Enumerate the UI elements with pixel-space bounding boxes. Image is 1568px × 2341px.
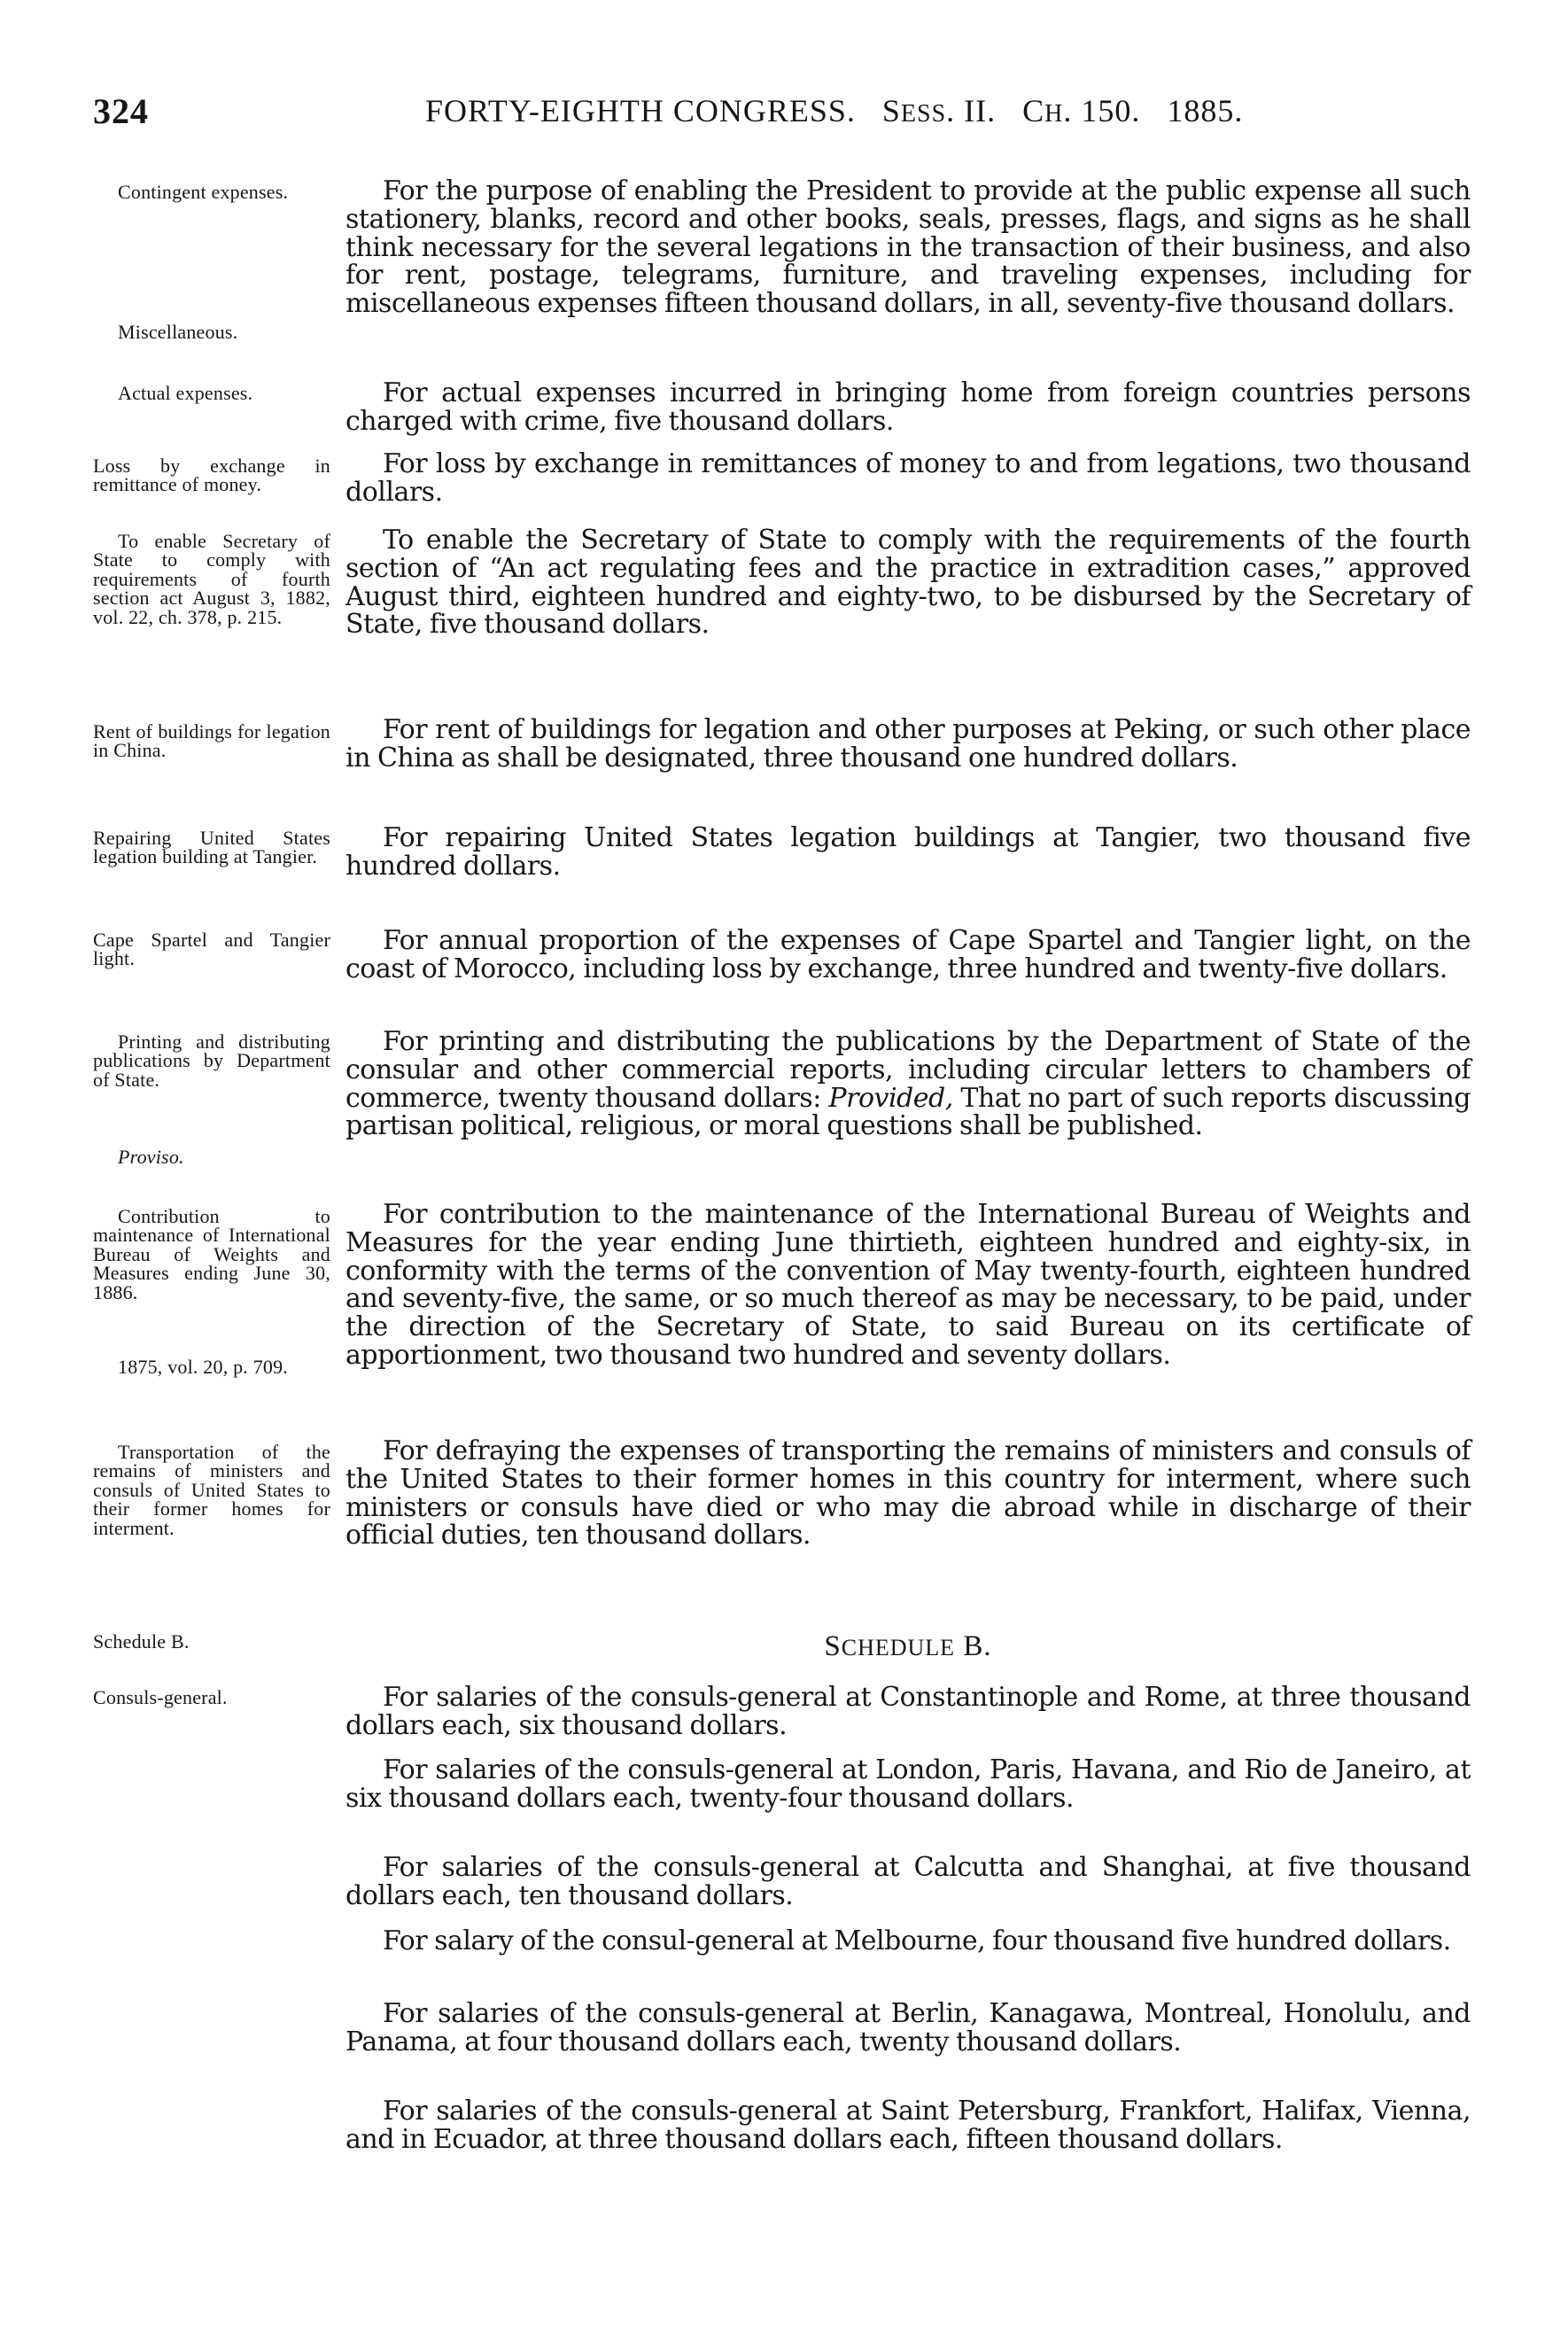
margin-note: Printing and distributing publications by Department of State. xyxy=(93,1031,330,1091)
schedule-paragraph: For salary of the consul-general at Melbourne, four thousand five hundred dollars. xyxy=(383,1925,1451,1956)
paragraph-contingent-expenses: For the purpose of enabling the President to provide at the public expense all such stationery, blanks, record and other books, seals, presses, flags, and signs as he shall think necessary for the several legations in the transaction of their business, and also for rent, postage, telegrams, furniture, and traveling expenses, including for miscellaneous expenses fifteen thousand dollars, in all, seventy-five thousand dollars. xyxy=(345,175,1471,320)
paragraph-printing-publications xyxy=(345,1028,1471,1140)
margin-note: Repairing United States legation building at Tangier. xyxy=(93,827,330,868)
session-letter: S xyxy=(881,93,901,128)
margin-note: Consuls-general. xyxy=(93,1686,228,1708)
paragraph-repair-tangier: For repairing United States legation buildings at Tangier, two thousand five hundred dollars. xyxy=(345,822,1471,882)
paragraph-extradition-fees: To enable the Secretary of State to comply with the requirements of the fourth section of “An act regulating fees and the practice in extradition cases,” approved August third, eighteen hundred and eighty-two, to be disbursed by the Secretary of State, five thousand dollars. xyxy=(345,525,1471,641)
printing-text: For printing and distributing the publications by the Department of State of the consular and other commercial reports, including circular letters to chambers of commerce, twenty thousand dollars: xyxy=(345,1026,1471,1114)
margin-note: Miscellaneous. xyxy=(118,321,238,343)
margin-note: 1875, vol. 20, p. 709. xyxy=(118,1356,289,1378)
paragraph-weights-measures: For contribution to the maintenance of the International Bureau of Weights and Measures for the year ending June thirtieth, eighteen hundred and eighty-six, in conformity with the terms of the convention of May twenty-fourth, eighteen hundred and seventy-five, the same, or so much thereof as may be necessary, to be paid, under the direction of the Secretary of State, to said Bureau on its certificate of apportionment, two thousand two hundred and seventy dollars. xyxy=(345,1199,1471,1371)
margin-note: Cape Spartel and Tangier light. xyxy=(93,929,330,970)
congress-title: FORTY-EIGHTH CONGRESS. xyxy=(425,93,856,128)
proviso-text: That no part of such reports discussing partisan political, religious, or moral questions shall be published. xyxy=(345,1082,1471,1142)
header-title xyxy=(425,92,1243,129)
paragraph-loss-by-exchange: For loss by exchange in remittances of money to and from legations, two thousand dollars. xyxy=(345,448,1471,508)
margin-note: Rent of buildings for legation in China. xyxy=(93,720,330,762)
running-head xyxy=(93,90,1475,135)
schedule-letter: B. xyxy=(955,1630,992,1662)
schedule-paragraph: For salaries of the consuls-general at Berlin, Kanagawa, Montreal, Honolulu, and Panama, at four thousand dollars each, twenty thousand dollars. xyxy=(345,1998,1471,2057)
schedule-paragraph: For salaries of the consuls-general at London, Paris, Havana, and Rio de Janeiro, at six thousand dollars each, twenty-four thousand dollars. xyxy=(345,1754,1471,1814)
paragraph-transport-remains: For defraying the expenses of transporting the remains of ministers and consuls of the United States to their former homes in this country for interment, where such ministers or consuls have died or who may die abroad while in discharge of their official duties, ten thousand dollars. xyxy=(345,1435,1471,1552)
schedule-paragraph: For salaries of the consuls-general at Calcutta and Shanghai, at five thousand dollars each, ten thousand dollars. xyxy=(345,1852,1471,1911)
session-label: ESS xyxy=(900,100,947,128)
margin-note: Transportation of the remains of ministers and consuls of United States to their former homes for interment. xyxy=(93,1441,330,1539)
provided-word: Provided, xyxy=(828,1082,953,1114)
margin-note: To enable Secretary of State to comply with requirements of fourth section act August 3, 1882, vol. 22, ch. 378, p. 215. xyxy=(93,530,330,628)
page-number: 324 xyxy=(93,91,149,131)
margin-note: Schedule B. xyxy=(93,1630,190,1653)
schedule-heading xyxy=(345,1630,1471,1663)
schedule-paragraph: For salaries of the consuls-general at Saint Petersburg, Frankfort, Halifax, Vienna, and in Ecuador, at three thousand dollars each, fifteen thousand dollars. xyxy=(345,2096,1471,2155)
chapter-letter: C xyxy=(1022,93,1045,128)
chapter-label: H xyxy=(1044,100,1064,128)
schedule-word: CHEDULE xyxy=(841,1635,956,1660)
margin-note: Loss by exchange in remittance of money. xyxy=(93,455,330,496)
paragraph-actual-expenses: For actual expenses incurred in bringing home from foreign countries persons charged with crime, five thousand dollars. xyxy=(345,377,1471,437)
year: 1885. xyxy=(1167,93,1244,128)
margin-note: Contingent expenses. xyxy=(118,181,289,203)
margin-note: Actual expenses. xyxy=(118,382,253,404)
session-number: . II. xyxy=(946,93,997,128)
margin-note-proviso: Proviso. xyxy=(118,1146,184,1168)
paragraph-cape-spartel: For annual proportion of the expenses of Cape Spartel and Tangier light, on the coast of Morocco, including loss by exchange, three hundred and twenty-five dollars. xyxy=(345,925,1471,984)
margin-note: Contribution to maintenance of International Bureau of Weights and Measures ending June 30, 1886. xyxy=(93,1205,330,1303)
schedule-paragraph: For salaries of the consuls-general at Constantinople and Rome, at three thousand dollars each, six thousand dollars. xyxy=(345,1682,1471,1741)
chapter-number: . 150. xyxy=(1063,93,1141,128)
schedule-initial: S xyxy=(824,1630,842,1662)
paragraph-rent-peking: For rent of buildings for legation and other purposes at Peking, or such other place in China as shall be designated, three thousand one hundred dollars. xyxy=(345,714,1471,774)
